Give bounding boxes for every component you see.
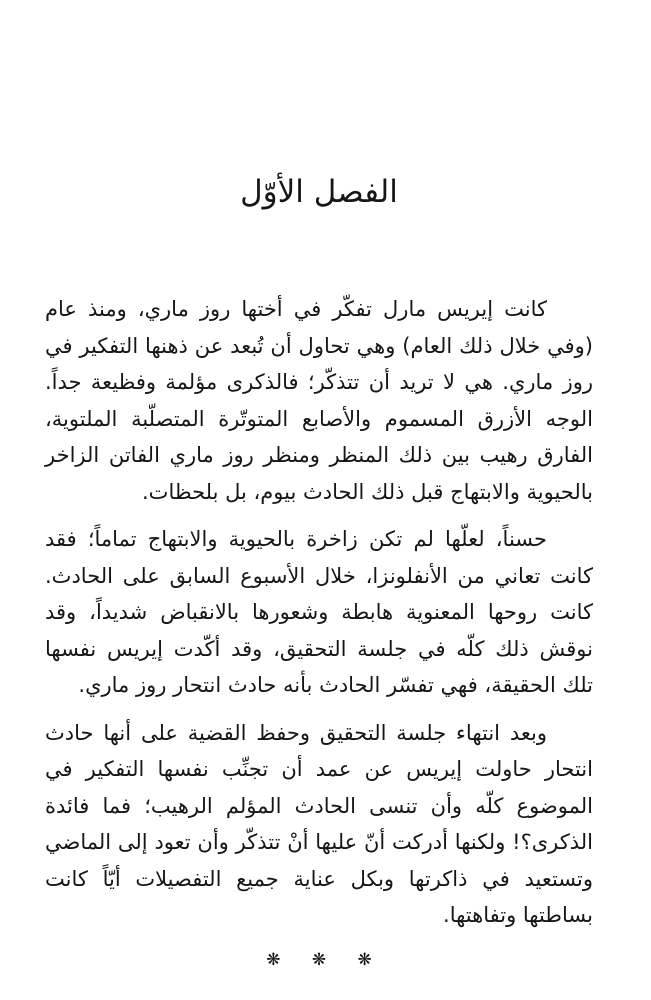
asterisk-separator: ❋ ❋ ❋	[266, 949, 372, 970]
chapter-body	[45, 291, 593, 934]
paragraph-2: حسناً، لعلّها لم تكن زاخرة بالحيوية والابتهاج تماماً؛ فقد كانت تعاني من الأنفلونزا، خلال الأسبوع السابق على الحادث. كانت روحها المعنوية هابطة وشعورها بالانقباض شديداً، وقد نوقش ذلك كلّه في جلسة التحقيق، وقد أكّدت إيريس نفسها تلك الحقيقة، فهي تفسّر الحادث بأنه حادث انتحار روز ماري.	[45, 527, 593, 697]
paragraph-3: وبعد انتهاء جلسة التحقيق وحفظ القضية على أنها حادث انتحار حاولت إيريس عن عمد أن تجنِّب نفسها التفكير في الموضوع كلّه وأن تنسى الحادث المؤلم الرهيب؛ فما فائدة الذكرى؟! ولكنها أدركت أنّ عليها أنْ تتذكّر وأن تعود إلى الماضي وتستعيد في ذاكرتها وبكل عناية جميع التفصيلات أيّاً كانت بساطتها وتفاهتها.	[45, 720, 593, 927]
chapter-title: الفصل الأوّل	[240, 174, 398, 210]
paragraph-1: كانت إيريس مارل تفكّر في أختها روز ماري، ومنذ عام (وفي خلال ذلك العام) وهي تحاول أن تُبعد عن ذهنها التفكير في روز ماري. هي لا تريد أن تتذكّر؛ فالذكرى مؤلمة وفظيعة جداً. الوجه الأزرق المسموم والأصابع المتوتّرة المتصلّبة الملتوية، الفارق رهيب بين ذلك المنظر ومنظر روز ماري الفاتن الزاخر بالحيوية والابتهاج قبل ذلك الحادث بيوم، بل بلحظات.	[45, 297, 593, 504]
